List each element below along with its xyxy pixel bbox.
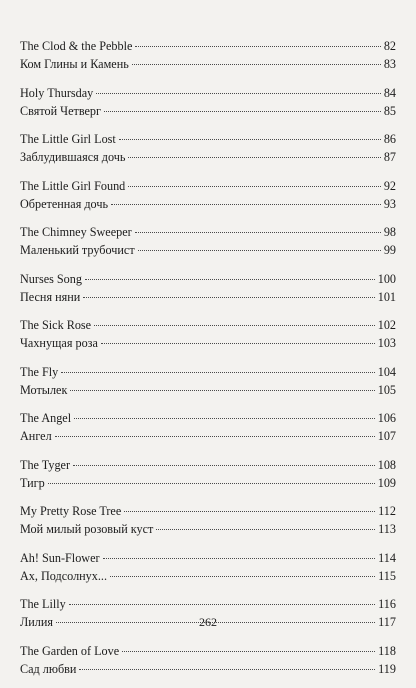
toc-page-number: 92 [383, 178, 396, 193]
toc-title: The Fly [20, 364, 59, 379]
toc-page-number: 106 [377, 411, 396, 425]
toc-page-number-ru: 85 [383, 103, 396, 118]
toc-title-ru: Сад любви [20, 661, 77, 676]
toc-page-number: 102 [377, 318, 396, 332]
table-of-contents [20, 37, 396, 688]
dot-leader [128, 157, 380, 158]
toc-entry [20, 409, 396, 445]
toc-line-en[interactable] [20, 37, 396, 55]
toc-page-number-ru: 87 [383, 150, 396, 164]
toc-entry [20, 270, 396, 306]
toc-title: Ah! Sun-Flower [20, 550, 100, 565]
toc-line-en[interactable] [20, 130, 396, 148]
toc-title: The Clod & the Pebble [20, 39, 133, 53]
toc-title: The Little Girl Found [20, 178, 126, 193]
page-number: 262 [199, 615, 217, 629]
dot-leader [55, 436, 375, 437]
dot-leader [69, 604, 375, 605]
toc-page-number-ru: 117 [378, 615, 396, 629]
toc-line-ru[interactable] [20, 195, 396, 213]
toc-entry [20, 642, 396, 678]
dot-leader [138, 250, 381, 251]
toc-title: The Angel [20, 411, 72, 425]
toc-page-number-ru: 99 [383, 243, 396, 257]
toc-title: The Tyger [20, 457, 71, 472]
dot-leader [74, 418, 375, 419]
toc-line-ru[interactable] [20, 288, 396, 306]
toc-entry [20, 130, 396, 166]
toc-title: Holy Thursday [20, 85, 94, 100]
toc-title: Nurses Song [20, 271, 82, 286]
toc-line-ru[interactable] [20, 427, 396, 445]
toc-page-number-ru: 105 [377, 382, 396, 397]
toc-page-number: 114 [378, 550, 396, 565]
dot-leader [135, 46, 380, 47]
dot-leader [124, 511, 375, 512]
toc-line-ru[interactable] [20, 334, 396, 352]
toc-entry [20, 549, 396, 585]
toc-line-ru[interactable] [20, 55, 396, 73]
dot-leader [96, 93, 381, 94]
toc-title-ru: Песня няни [20, 289, 81, 304]
toc-line-en[interactable] [20, 270, 396, 288]
toc-title: The Lilly [20, 597, 66, 611]
dot-leader [73, 465, 375, 466]
toc-line-ru[interactable] [20, 148, 396, 166]
toc-line-ru[interactable] [20, 660, 396, 678]
toc-line-en[interactable] [20, 502, 396, 520]
toc-entry [20, 223, 396, 259]
toc-entry [20, 502, 396, 538]
toc-page-number-ru: 119 [378, 661, 396, 676]
toc-line-en[interactable] [20, 223, 396, 241]
toc-page-number-ru: 107 [377, 429, 396, 443]
toc-line-en[interactable] [20, 549, 396, 567]
toc-page-number: 104 [377, 364, 396, 379]
dot-leader [111, 204, 381, 205]
dot-leader [83, 297, 374, 298]
toc-line-ru[interactable] [20, 567, 396, 585]
toc-title: The Garden of Love [20, 643, 120, 658]
toc-entry [20, 177, 396, 213]
dot-leader [122, 651, 375, 652]
toc-entry [20, 456, 396, 492]
toc-page-number: 84 [383, 85, 396, 100]
dot-leader [104, 111, 381, 112]
toc-line-en[interactable] [20, 316, 396, 334]
toc-line-ru[interactable] [20, 520, 396, 538]
toc-entry [20, 363, 396, 399]
toc-title: The Sick Rose [20, 318, 92, 332]
toc-page-number-ru: 113 [378, 522, 396, 536]
toc-line-ru[interactable] [20, 102, 396, 120]
toc-title-ru: Ком Глины и Камень [20, 57, 129, 71]
toc-title: The Little Girl Lost [20, 132, 116, 146]
toc-title-ru: Мой милый розовый куст [20, 522, 154, 536]
toc-entry [20, 84, 396, 120]
toc-page-number-ru: 93 [383, 196, 396, 211]
toc-line-en[interactable] [20, 456, 396, 474]
dot-leader [103, 558, 376, 559]
toc-line-en[interactable] [20, 363, 396, 381]
dot-leader [79, 669, 375, 670]
toc-title-ru: Ангел [20, 429, 52, 443]
toc-title: My Pretty Rose Tree [20, 504, 122, 518]
toc-title-ru: Тигр [20, 475, 45, 490]
dot-leader [70, 390, 374, 391]
toc-page-number: 98 [383, 225, 396, 239]
toc-entry [20, 316, 396, 352]
toc-line-en[interactable] [20, 642, 396, 660]
toc-line-en[interactable] [20, 595, 396, 613]
toc-page-number: 112 [378, 504, 396, 518]
toc-line-ru[interactable] [20, 241, 396, 259]
toc-page-number: 108 [377, 457, 396, 472]
toc-title-ru: Святой Четверг [20, 103, 101, 118]
toc-page-number-ru: 103 [377, 336, 396, 350]
toc-title-ru: Маленький трубочист [20, 243, 135, 257]
toc-line-ru[interactable] [20, 381, 396, 399]
dot-leader [61, 372, 374, 373]
toc-page-number-ru: 101 [377, 289, 396, 304]
toc-title-ru: Ах, Подсолнух... [20, 568, 108, 583]
dot-leader [48, 483, 375, 484]
toc-page-number-ru: 115 [378, 568, 396, 583]
toc-page-number-ru: 83 [383, 57, 396, 71]
dot-leader [94, 325, 375, 326]
toc-page-number: 86 [383, 132, 396, 146]
dot-leader [135, 232, 381, 233]
dot-leader [85, 279, 375, 280]
toc-title-ru: Заблудившаяся дочь [20, 150, 126, 164]
toc-line-en[interactable] [20, 84, 396, 102]
toc-line-en[interactable] [20, 409, 396, 427]
dot-leader [128, 186, 381, 187]
toc-page-number-ru: 109 [377, 475, 396, 490]
toc-title-ru: Чахнущая роза [20, 336, 98, 350]
toc-line-en[interactable] [20, 177, 396, 195]
dot-leader [110, 576, 375, 577]
dot-leader [156, 529, 375, 530]
toc-line-ru[interactable] [20, 474, 396, 492]
toc-title: The Chimney Sweeper [20, 225, 132, 239]
toc-page-number: 118 [378, 643, 396, 658]
dot-leader [101, 343, 375, 344]
toc-title-ru: Обретенная дочь [20, 196, 109, 211]
toc-page-number: 100 [377, 271, 396, 286]
dot-leader [119, 139, 381, 140]
toc-entry [20, 37, 396, 73]
toc-page-number: 82 [383, 39, 396, 53]
toc-title-ru: Лилия [20, 615, 53, 629]
toc-page-number: 116 [378, 597, 396, 611]
toc-title-ru: Мотылек [20, 382, 68, 397]
dot-leader [132, 64, 381, 65]
